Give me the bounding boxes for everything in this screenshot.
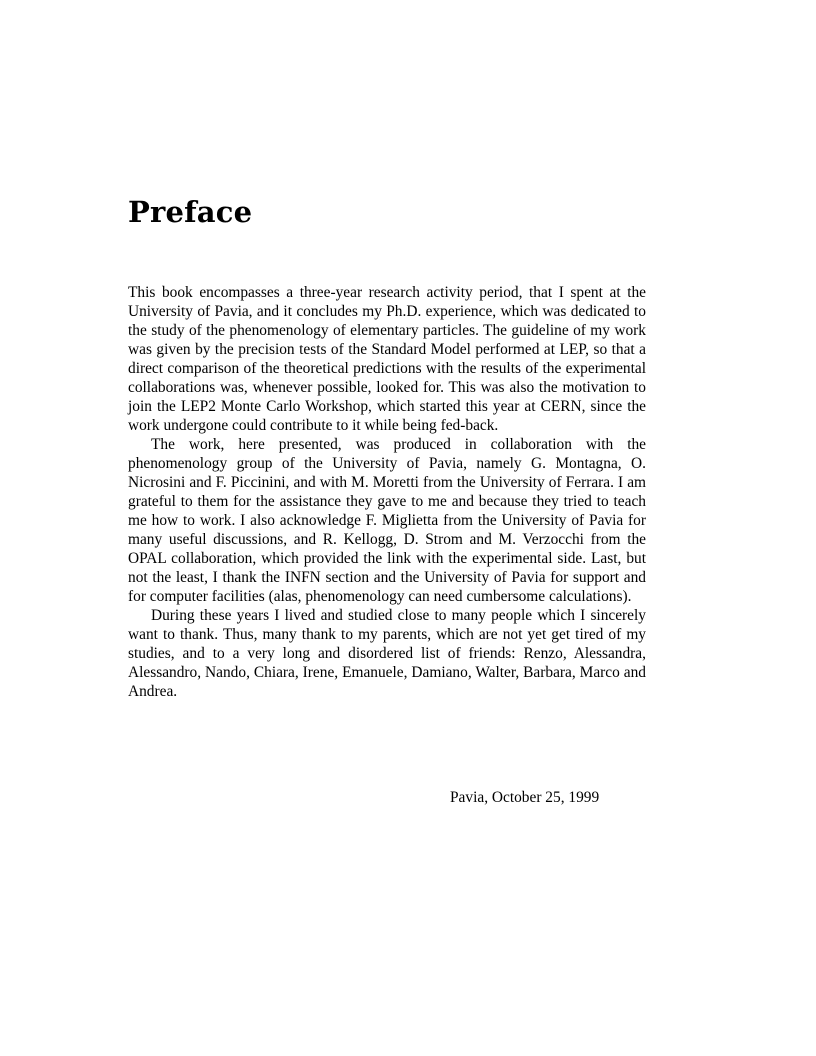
signature-place-date: Pavia, October 25, 1999 [450,789,600,806]
preface-body [128,283,646,701]
paragraph-acknowledgements: The work, here presented, was produced in collaboration with the phenomenology group of the University of Pavia, namely G. Montagna, O. Nicrosini and F. Piccinini, and with M. Moretti from the University of Ferrara. I am grateful to them for the assistance they gave to me and because they tried to teach me how to work. I also acknowledge F. Miglietta from the University of Pavia for many useful discussions, and R. Kellogg, D. Strom and M. Verzocchi from the OPAL collaboration, which provided the link with the experimental side. Last, but not the least, I thank the INFN section and the University of Pavia for support and for computer facilities (alas, phenomenology can need cumbersome calculations). [128,436,646,605]
page-title: Preface [128,195,253,229]
paragraph-personal-thanks: During these years I lived and studied close to many people which I sincerely want to thank. Thus, many thank to my parents, which are not yet get tired of my studies, and to a very long and disordered list of friends: Renzo, Alessandra, Alessandro, Nando, Chiara, Irene, Emanuele, Damiano, Walter, Barbara, Marco and Andrea. [128,607,646,700]
paragraph-research-activity: This book encompasses a three-year research activity period, that I spent at the University of Pavia, and it concludes my Ph.D. experience, which was dedicated to the study of the phenomenology of elementary particles. The guideline of my work was given by the precision tests of the Standard Model performed at LEP, so that a direct comparison of the theoretical predictions with the results of the experimental collaborations was, whenever possible, looked for. This was also the motivation to join the LEP2 Monte Carlo Workshop, which started this year at CERN, since the work undergone could contribute to it while being fed-back. [128,284,646,434]
